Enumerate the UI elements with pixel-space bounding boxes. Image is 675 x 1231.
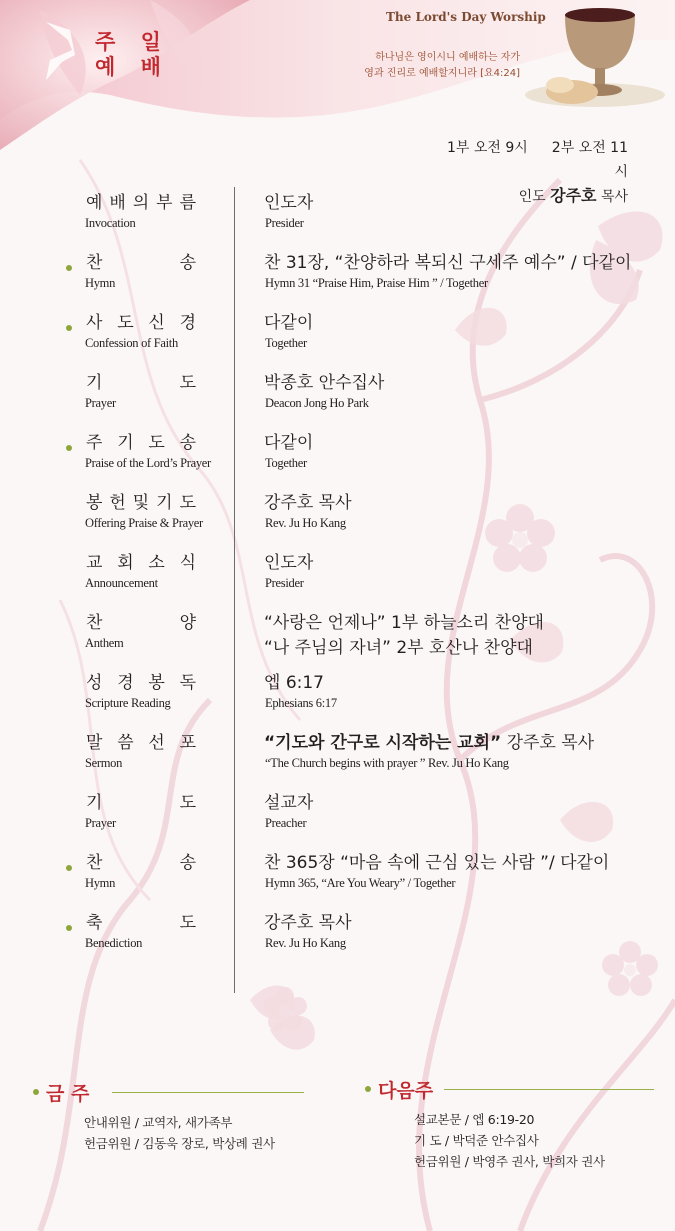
item-title-ko — [86, 552, 196, 574]
service-title-line1: 주 일 — [95, 30, 170, 54]
item-title-char: 찬 — [86, 613, 103, 633]
item-detail-en: Together — [265, 456, 307, 470]
item-title-ko — [86, 792, 196, 814]
sermon-preacher: 강주호 목사 — [501, 733, 595, 753]
item-title-char: 기 — [156, 493, 173, 513]
item-title-char: 송 — [179, 433, 196, 453]
item-title-char: 도 — [179, 913, 196, 933]
next-week-heading: 다음주 — [378, 1080, 434, 1102]
item-title-char: 헌 — [109, 493, 126, 513]
item-title-char: 도 — [117, 313, 134, 333]
item-title-ko — [86, 612, 196, 634]
item-title-ko — [86, 852, 196, 874]
next-week-rule — [444, 1089, 654, 1090]
item-title-en: Invocation — [85, 216, 136, 230]
order-item — [0, 252, 675, 312]
item-title-char: 배 — [109, 193, 126, 213]
verse-line1: 하나님은 영이시니 예배하는 자가 — [375, 52, 520, 63]
order-item — [0, 612, 675, 672]
item-title-char: 의 — [132, 193, 150, 213]
this-week-offering: 헌금위원 / 김동욱 장로, 박상례 권사 — [84, 1136, 275, 1151]
item-title-char: 봉 — [86, 493, 103, 513]
item-title-char: 봉 — [148, 673, 165, 693]
item-title-char: 기 — [86, 373, 103, 393]
this-week-rule — [112, 1092, 304, 1093]
item-title-ko — [86, 732, 196, 754]
item-title-char: 기 — [117, 433, 134, 453]
item-detail-en: Ephesians 6:17 — [265, 696, 337, 710]
this-week-ushers: 안내위원 / 교역자, 새가족부 — [84, 1115, 233, 1130]
item-title-char: 사 — [86, 313, 103, 333]
order-item — [0, 312, 675, 372]
item-title-ko — [86, 312, 196, 334]
item-title-en: Prayer — [85, 816, 116, 830]
item-title-en: Praise of the Lord’s Prayer — [85, 456, 211, 470]
item-title-ko — [86, 912, 196, 934]
item-title-char: 송 — [179, 853, 196, 873]
item-title-char: 교 — [86, 553, 103, 573]
item-detail: 다같이 — [264, 433, 314, 453]
this-week-bullet — [33, 1089, 39, 1095]
item-title-char: 도 — [179, 793, 196, 813]
item-title-en: Anthem — [85, 636, 124, 650]
item-title-en: Announcement — [85, 576, 158, 590]
item-title-char: 축 — [86, 913, 103, 933]
item-bullet — [66, 325, 72, 331]
sermon-title: “기도와 간구로 시작하는 교회” — [264, 733, 502, 753]
item-title-ko — [86, 492, 196, 514]
item-title-ko — [86, 432, 196, 454]
item-title-char: 양 — [179, 613, 196, 633]
item-title-en: Hymn — [85, 276, 116, 290]
leader-name: 강주호 — [550, 186, 597, 205]
item-title-en: Sermon — [85, 756, 123, 770]
item-title-char: 씀 — [117, 733, 134, 753]
item-title-en: Prayer — [85, 396, 116, 410]
item-title-char: 도 — [179, 493, 196, 513]
item-bullet — [66, 925, 72, 931]
item-detail-en: Presider — [265, 576, 304, 590]
item-title-ko — [86, 372, 196, 394]
item-title-char: 송 — [179, 253, 196, 273]
item-title-en: Offering Praise & Prayer — [85, 516, 203, 530]
item-detail: 찬 31장, “찬양하라 복되신 구세주 예수” / 다같이 — [264, 253, 632, 273]
service-title — [95, 30, 170, 80]
item-detail: 다같이 — [264, 313, 314, 333]
scripture-verse — [352, 50, 520, 82]
item-detail-en: “The Church begins with prayer ” Rev. Ju Ho Kang — [265, 756, 509, 770]
item-title-char: 경 — [179, 313, 196, 333]
item-detail-en: Hymn 31 “Praise Him, Praise Him ” / Together — [265, 276, 488, 290]
item-title-char: 도 — [179, 373, 196, 393]
item-title-char: 독 — [179, 673, 196, 693]
item-title-ko — [86, 252, 196, 274]
item-title-char: 예 — [86, 193, 103, 213]
english-title: The Lord's Day Worship — [386, 10, 546, 24]
item-title-char: 찬 — [86, 253, 103, 273]
item-detail-en: Presider — [265, 216, 304, 230]
item-detail: 엡 6:17 — [264, 673, 325, 693]
item-detail-en: Preacher — [265, 816, 307, 830]
item-detail: 강주호 목사 — [264, 913, 352, 933]
item-bullet — [66, 445, 72, 451]
item-title-ko — [86, 672, 196, 694]
item-detail-en: Hymn 365, “Are You Weary” / Together — [265, 876, 456, 890]
item-detail-en: Rev. Ju Ho Kang — [265, 516, 346, 530]
order-item — [0, 672, 675, 732]
this-week-heading: 금 주 — [46, 1083, 90, 1105]
item-detail: 설교자 — [264, 793, 314, 813]
item-bullet — [66, 265, 72, 271]
service-title-line2: 예 배 — [95, 55, 170, 79]
order-item — [0, 492, 675, 552]
item-title-en: Confession of Faith — [85, 336, 178, 350]
item-title-char: 및 — [132, 493, 150, 513]
item-detail: 박종호 안수집사 — [264, 373, 385, 393]
item-title-char: 주 — [86, 433, 103, 453]
order-item — [0, 792, 675, 852]
item-title-char: 도 — [148, 433, 165, 453]
item-title-char: 경 — [117, 673, 134, 693]
verse-line2: 영과 진리로 예배할지니라 [요4:24] — [364, 68, 520, 79]
order-item — [0, 432, 675, 492]
item-title-char: 식 — [179, 553, 196, 573]
item-title-en: Hymn — [85, 876, 116, 890]
item-detail: 찬 365장 “마음 속에 근심 있는 사람 ”/ 다같이 — [264, 853, 610, 873]
item-title-char: 신 — [148, 313, 165, 333]
next-week-offering: 헌금위원 / 박영주 권사, 박희자 권사 — [414, 1154, 605, 1169]
item-detail: 인도자 — [264, 193, 314, 213]
leader-prefix: 인도 — [518, 189, 546, 205]
second-service-time: 2부 오전 11시 — [551, 140, 628, 180]
order-item — [0, 552, 675, 612]
item-bullet — [66, 865, 72, 871]
next-week-bullet — [365, 1086, 371, 1092]
item-title-ko — [86, 192, 196, 214]
item-title-char: 름 — [179, 193, 196, 213]
item-detail: 인도자 — [264, 553, 314, 573]
item-title-char: 기 — [86, 793, 103, 813]
item-title-char: 부 — [156, 193, 173, 213]
order-item — [0, 192, 675, 252]
item-detail: “사랑은 언제나” 1부 하늘소리 찬양대 — [264, 613, 544, 633]
next-week-scripture: 설교본문 / 엡 6:19-20 — [414, 1112, 535, 1127]
item-title-char: 성 — [86, 673, 103, 693]
item-title-char: 찬 — [86, 853, 103, 873]
first-service-time: 1부 오전 9시 — [446, 140, 528, 156]
order-item — [0, 732, 675, 792]
order-item — [0, 372, 675, 432]
order-item — [0, 912, 675, 972]
item-title-en: Benediction — [85, 936, 143, 950]
item-detail-en: Rev. Ju Ho Kang — [265, 936, 346, 950]
item-title-char: 소 — [148, 553, 165, 573]
item-detail-second: “나 주님의 자녀” 2부 호산나 찬양대 — [264, 638, 533, 658]
item-detail — [264, 732, 594, 754]
item-detail-en: Deacon Jong Ho Park — [265, 396, 369, 410]
item-title-char: 말 — [86, 733, 103, 753]
item-title-char: 포 — [179, 733, 196, 753]
leader-suffix: 목사 — [600, 189, 628, 205]
item-title-char: 선 — [148, 733, 165, 753]
item-title-en: Scripture Reading — [85, 696, 171, 710]
item-detail: 강주호 목사 — [264, 493, 352, 513]
item-title-char: 회 — [117, 553, 134, 573]
order-item — [0, 852, 675, 912]
next-week-prayer: 기 도 / 박덕준 안수집사 — [414, 1133, 539, 1148]
item-detail-en: Together — [265, 336, 307, 350]
